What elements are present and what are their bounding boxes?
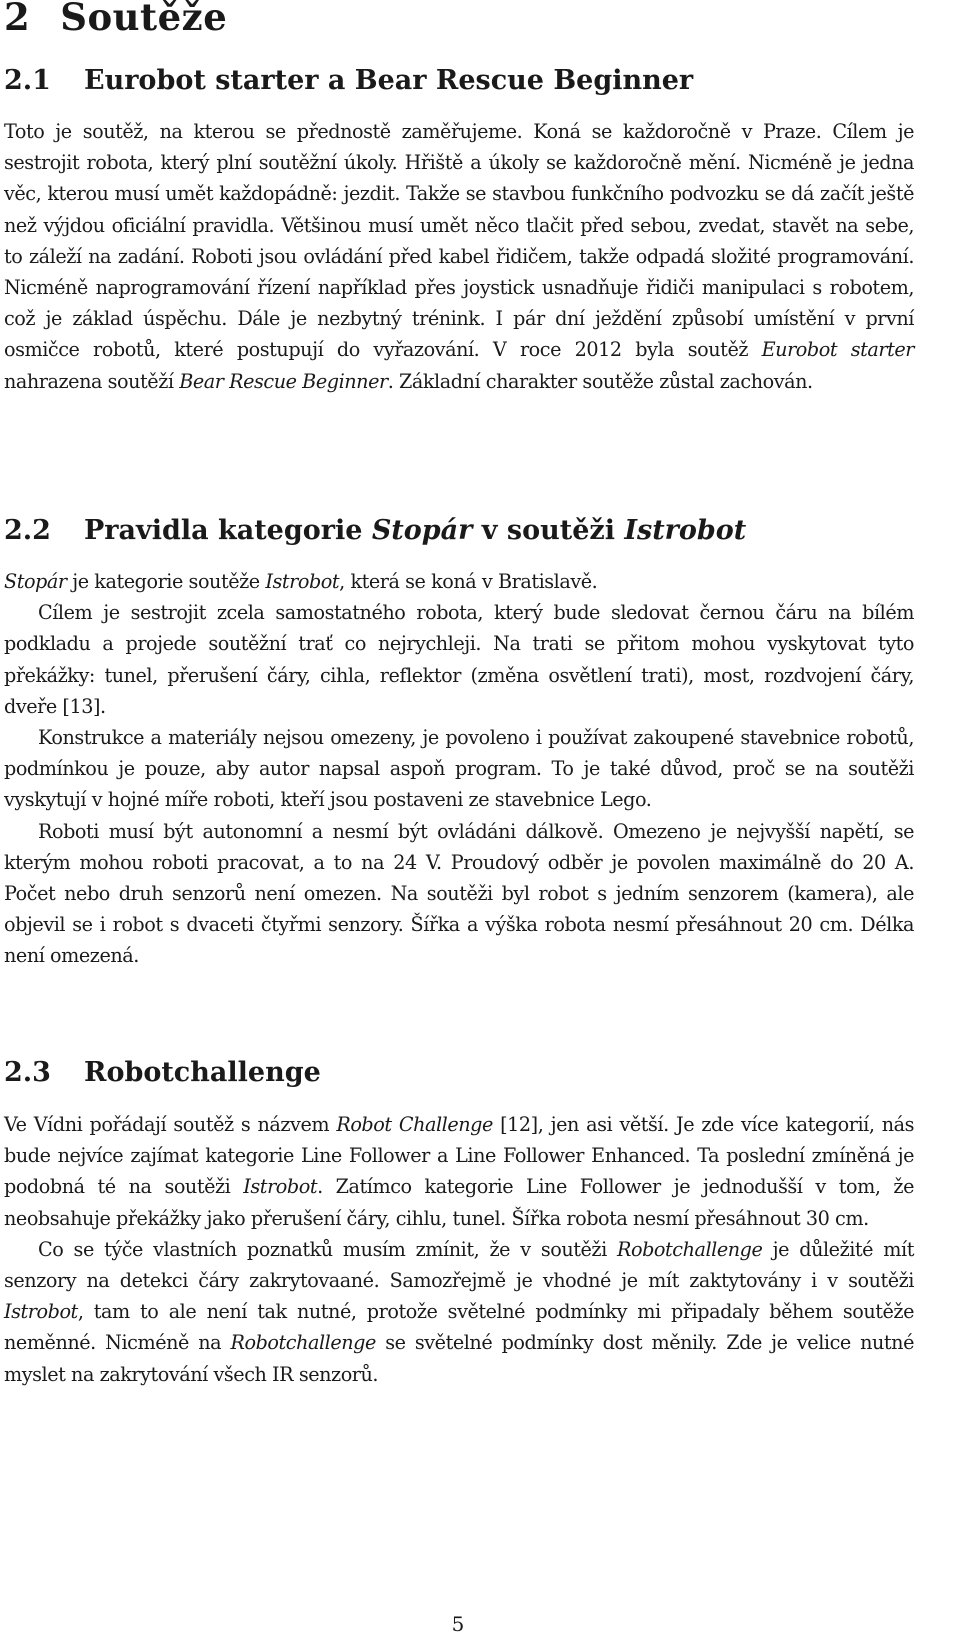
italic-term: Robotchallenge [230, 1331, 376, 1355]
section-title-part: Pravidla kategorie [84, 515, 372, 546]
text-run: Toto je soutěž, na kterou se přednostě zaměřujeme. Koná se každoročně v Praze. Cílem je sestrojit robota, který plní soutěžní úkoly. Hřiště a úkoly se každoročně mění. Nicméně je jedna věc, kterou musí umět každopádně: jezdit. Takže se stavbou funkčního podvozku se dá začít ještě než výjdou oficiální pravidla. Většinou musí umět něco tlačit před sebou, zvedat, stavět na sebe, to záleží na zadání. Roboti jsou ovládání před kabel řidičem, takže odpadá složité programování. Nicméně naprogramování řízení například přes joystick usnadňuje řidiči manipulaci s robotem, což je základ úspěchu. Dále je nezbytný trénink. I pár dní ježdění způsobí umístění v první osmičce robotů, které postupují do vyřazování. V roce 2012 byla soutěž [4, 120, 914, 362]
paragraph [4, 1109, 914, 1234]
chapter-number: 2 [4, 0, 31, 39]
section-heading-2-2 [4, 514, 746, 548]
text-run: Co se týče vlastních poznatků musím zmínit, že v soutěži [38, 1237, 617, 1261]
italic-term: Istrobot [4, 1300, 78, 1324]
section-title-italic: Istrobot [624, 515, 747, 546]
text-run: Cílem je sestrojit zcela samostatného robota, který bude sledovat černou čáru na bílém podkladu a projede soutěžní trať co nejrychleji. Na trati se přitom mohou vyskytovat tyto překážky: tunel, přerušení čáry, cihla, reflektor (změna osvětlení trati), most, rozdvojení čáry, dveře [13]. [4, 601, 914, 718]
paragraph [4, 566, 914, 597]
text-run: nahrazena soutěží [4, 369, 180, 393]
section-2-2-body [4, 566, 914, 972]
text-run: Ve Vídni pořádají soutěž s názvem [4, 1113, 337, 1136]
section-number: 2.2 [4, 515, 51, 546]
italic-term: Eurobot starter [761, 338, 914, 362]
page-number: 5 [451, 1612, 465, 1636]
paragraph [4, 1234, 914, 1390]
section-heading-2-1 [4, 64, 693, 98]
text-run: je kategorie soutěže [66, 570, 266, 593]
italic-term: Robot Challenge [336, 1113, 493, 1136]
italic-term: Stopár [4, 570, 67, 593]
text-run: , která se koná v Bratislavě. [339, 570, 598, 593]
paragraph [4, 722, 914, 816]
section-title: Eurobot starter a Bear Rescue Beginner [84, 65, 694, 96]
paragraph [4, 597, 914, 722]
paragraph [4, 816, 914, 972]
italic-term: Istrobot [265, 570, 340, 593]
text-run: , tam to ale není tak nutné, protože světelné podmínky mi připadaly během soutěže neměnné. Nicméně na [4, 1300, 914, 1355]
italic-term: Bear Rescue Beginner [179, 369, 388, 393]
chapter-heading [4, 0, 227, 40]
italic-term: Robotchallenge [616, 1237, 763, 1261]
text-run: . Základní charakter soutěže zůstal zachován. [387, 369, 813, 393]
text-run: Roboti musí být autonomní a nesmí být ovládáni dálkově. Omezeno je nejvyšší napětí, se kterým mohou roboti pracovat, a to na 24 V. Proudový odběr je povolen maximálně do 20 A. Počet nebo druh senzorů není omezen. Na soutěži byl robot s jedním senzorem (kamera), ale objevil se i robot s dvaceti čtyřmi senzory. Šířka a výška robota nesmí přesáhnout 20 cm. Délka není omezená. [4, 819, 914, 968]
section-title-part: v soutěži [472, 515, 625, 546]
section-2-1-paragraph [4, 116, 914, 397]
chapter-title: Soutěže [60, 0, 228, 39]
section-number: 2.1 [4, 65, 51, 96]
text-run: [12], jen asi větší. Je zde více kategorií, nás bude nejvíce zajímat kategorie Line Follower a Line Follower Enhanced. Ta poslední zmíněná je podobná té na soutěži [4, 1113, 914, 1199]
text-run: je důležité mít senzory na detekci čáry zakrytovaané. Samozřejmě je vhodné je mít zaktytovány i v soutěži [4, 1237, 915, 1293]
section-heading-2-3 [4, 1056, 321, 1090]
section-title: Robotchallenge [84, 1057, 321, 1088]
text-run: se světelné podmínky dost měnily. Zde je velice nutné myslet na zakrytování všech IR senzorů. [4, 1331, 914, 1386]
section-title-italic: Stopár [371, 515, 473, 546]
text-run: . Zatímco kategorie Line Follower je jednodušší v tom, že neobsahuje překážky jako přerušení čáry, cihlu, tunel. Šířka robota nesmí přesáhnout 30 cm. [4, 1175, 914, 1230]
italic-term: Istrobot [243, 1175, 318, 1199]
section-2-3-body [4, 1109, 914, 1390]
text-run: Konstrukce a materiály nejsou omezeny, je povoleno i používat zakoupené stavebnice robotů, podmínkou je pouze, aby autor napsal aspoň program. To je také důvod, proč se na soutěži vyskytují v hojné míře roboti, kteří jsou postaveni ze stavebnice Lego. [4, 726, 914, 812]
section-number: 2.3 [4, 1057, 51, 1088]
